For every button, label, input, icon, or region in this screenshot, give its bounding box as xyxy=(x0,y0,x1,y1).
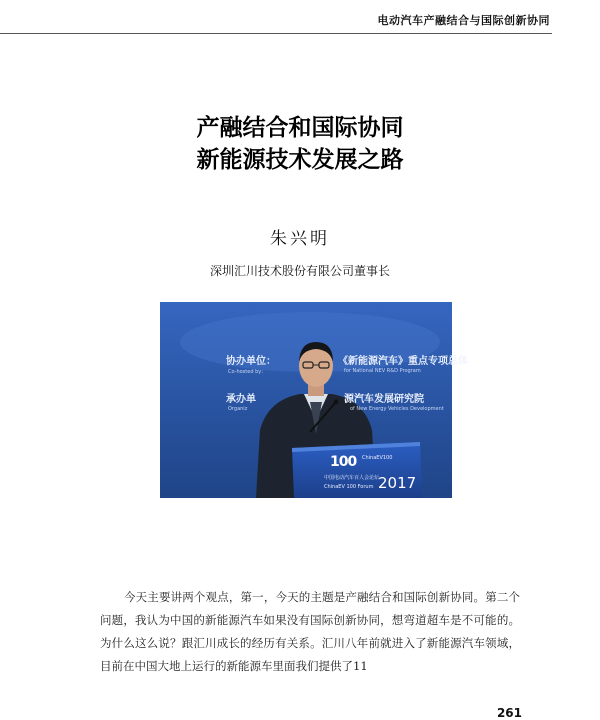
podium-year: 2017 xyxy=(378,474,417,492)
backdrop-text-organizer-cn-right: 源汽车发展研究院 xyxy=(344,394,424,405)
author-name: 朱兴明 xyxy=(270,229,330,249)
header-rule xyxy=(0,33,552,34)
article-body xyxy=(100,586,520,678)
backdrop-text-organizer-cn: 承办单 xyxy=(226,394,256,405)
podium-logo-suffix: ChinaEV100 xyxy=(362,455,393,461)
backdrop-text-cohost-cn-right: 《新能源汽车》重点专项总体 xyxy=(338,356,468,367)
backdrop-text-cohost-cn: 协办单位： xyxy=(226,356,276,367)
podium-logo: 100 xyxy=(330,454,357,470)
backdrop-text-cohost-en: Co-hosted by： xyxy=(228,369,267,375)
backdrop-text-organizer-en: Organiz xyxy=(228,406,248,412)
running-header: 电动汽车产融结合与国际创新协同 xyxy=(377,14,550,27)
podium-forum-cn: 中国电动汽车百人会论坛 xyxy=(324,475,380,481)
page-number: 261 xyxy=(496,706,522,720)
body-paragraph: 今天主要讲两个观点，第一，今天的主题是产融结合和国际创新协同。第二个问题，我认为中国的新能源汽车如果没有国际创新协同，想弯道超车是不可能的。为什么这么说？跟汇川成长的经历有关系。汇川八年前就进入了新能源汽车领域，目前在中国大地上运行的新能源车里面我们提供了11 xyxy=(100,590,520,673)
backdrop-text-cohost-en-right: for National NEV R&D Program xyxy=(344,368,421,374)
article-title-line-1: 产融结合和国际协同 xyxy=(196,115,404,141)
backdrop-text-organizer-en-right: of New Energy Vehicles Development xyxy=(350,406,444,412)
speaker-photo xyxy=(160,302,468,498)
podium-forum-en: ChinaEV 100 Forum xyxy=(324,484,374,490)
author-affiliation: 深圳汇川技术股份有限公司董事长 xyxy=(209,264,390,278)
article-title-line-2: 新能源技术发展之路 xyxy=(196,147,404,173)
